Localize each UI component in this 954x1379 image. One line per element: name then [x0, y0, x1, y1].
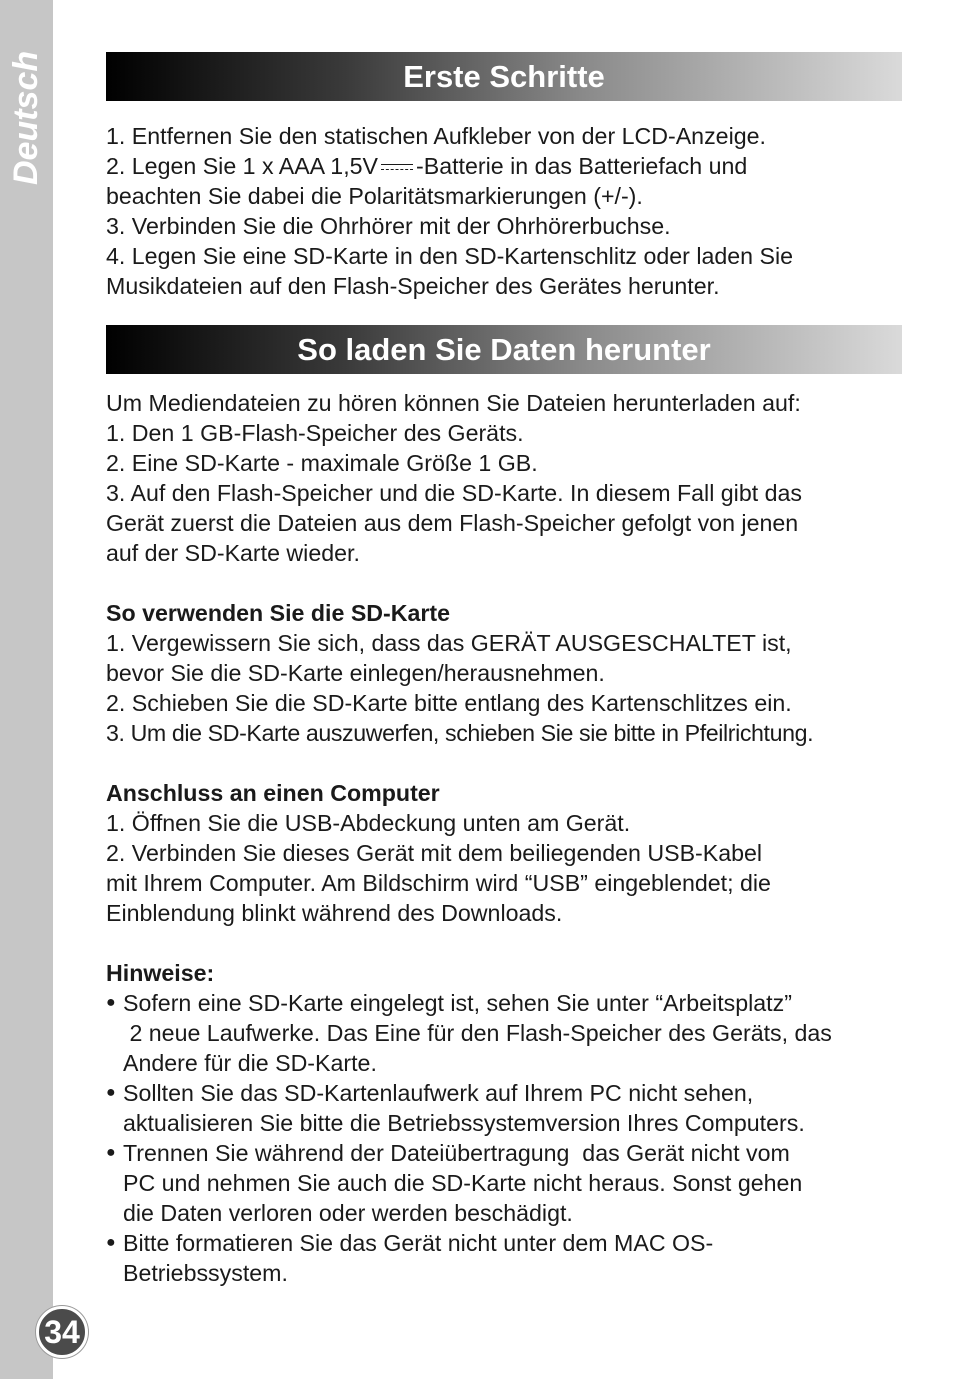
note-3-line-3: die Daten verloren oder werden beschädigt. — [123, 1200, 573, 1226]
note-3 — [106, 1138, 902, 1228]
sd-card-item-1-line-2: bevor Sie die SD-Karte einlegen/herausnehmen. — [106, 660, 605, 686]
note-4 — [106, 1228, 902, 1288]
note-3-line-2: PC und nehmen Sie auch die SD-Karte nicht heraus. Sonst gehen — [123, 1170, 803, 1196]
sd-card-item-2: 2. Schieben Sie die SD-Karte bitte entlang des Kartenschlitzes ein. — [106, 690, 792, 716]
sd-card-item-1: 1. Vergewissern Sie sich, dass das GERÄT AUSGESCHALTET ist, — [106, 630, 792, 656]
note-4-line-1: Bitte formatieren Sie das Gerät nicht unter dem MAC OS- — [123, 1230, 714, 1256]
note-1-line-3: Andere für die SD-Karte. — [123, 1050, 377, 1076]
computer-item-2-line-3: Einblendung blinkt während des Downloads. — [106, 900, 563, 926]
note-2-line-2: aktualisieren Sie bitte die Betriebssystemversion Ihres Computers. — [123, 1110, 805, 1136]
language-sidebar — [0, 0, 53, 1379]
step-2-text: 2. Legen Sie 1 x AAA 1,5V — [106, 153, 379, 179]
step-1: 1. Entfernen Sie den statischen Aufkleber von der LCD-Anzeige. — [106, 123, 766, 149]
step-2-line-2: beachten Sie dabei die Polaritätsmarkierungen (+/-). — [106, 183, 643, 209]
step-2-text-cont: -Batterie in das Batteriefach und — [416, 153, 748, 179]
download-item-3: 3. Auf den Flash-Speicher und die SD-Karte. In diesem Fall gibt das — [106, 480, 802, 506]
step-2 — [106, 151, 902, 181]
notes-heading: Hinweise: — [106, 960, 215, 986]
note-1-line-1: Sofern eine SD-Karte eingelegt ist, sehen Sie unter “Arbeitsplatz” — [123, 990, 792, 1016]
computer-heading: Anschluss an einen Computer — [106, 780, 440, 806]
sd-card-item-3: 3. Um die SD-Karte auszuwerfen, schieben Sie sie bitte in Pfeilrichtung. — [106, 720, 814, 746]
download-item-2: 2. Eine SD-Karte - maximale Größe 1 GB. — [106, 450, 538, 476]
page-number-badge: 34 — [36, 1306, 88, 1358]
download-intro: Um Mediendateien zu hören können Sie Dateien herunterladen auf: — [106, 390, 801, 416]
note-3-line-1: Trennen Sie während der Dateiübertragung das Gerät nicht vom — [123, 1140, 790, 1166]
note-4-line-2: Betriebssystem. — [123, 1260, 288, 1286]
bullet-icon: ● — [106, 1144, 116, 1161]
computer-item-1: 1. Öffnen Sie die USB-Abdeckung unten am Gerät. — [106, 810, 631, 836]
sd-card-heading: So verwenden Sie die SD-Karte — [106, 600, 451, 626]
section-heading-getting-started: Erste Schritte — [106, 52, 902, 101]
step-4-line-2: Musikdateien auf den Flash-Speicher des Gerätes herunter. — [106, 273, 720, 299]
bullet-icon: ● — [106, 1084, 116, 1101]
bullet-icon: ● — [106, 994, 116, 1011]
download-item-3-line-3: auf der SD-Karte wieder. — [106, 540, 360, 566]
note-1 — [106, 988, 902, 1078]
note-1-line-2: 2 neue Laufwerke. Das Eine für den Flash-Speicher des Geräts, das — [123, 1020, 832, 1046]
dc-voltage-icon — [381, 163, 413, 173]
language-label: Deutsch — [7, 50, 45, 185]
section-heading-download: So laden Sie Daten herunter — [106, 325, 902, 374]
page-content — [106, 52, 902, 1288]
language-tab — [3, 50, 45, 185]
download-item-3-line-2: Gerät zuerst die Dateien aus dem Flash-Speicher gefolgt von jenen — [106, 510, 799, 536]
note-2 — [106, 1078, 902, 1138]
computer-item-2: 2. Verbinden Sie dieses Gerät mit dem beiliegenden USB-Kabel — [106, 840, 763, 866]
note-2-line-1: Sollten Sie das SD-Kartenlaufwerk auf Ihrem PC nicht sehen, — [123, 1080, 754, 1106]
step-4: 4. Legen Sie eine SD-Karte in den SD-Kartenschlitz oder laden Sie — [106, 243, 794, 269]
download-item-1: 1. Den 1 GB-Flash-Speicher des Geräts. — [106, 420, 524, 446]
step-3: 3. Verbinden Sie die Ohrhörer mit der Ohrhörerbuchse. — [106, 213, 671, 239]
computer-item-2-line-2: mit Ihrem Computer. Am Bildschirm wird “USB” eingeblendet; die — [106, 870, 771, 896]
bullet-icon: ● — [106, 1234, 116, 1251]
